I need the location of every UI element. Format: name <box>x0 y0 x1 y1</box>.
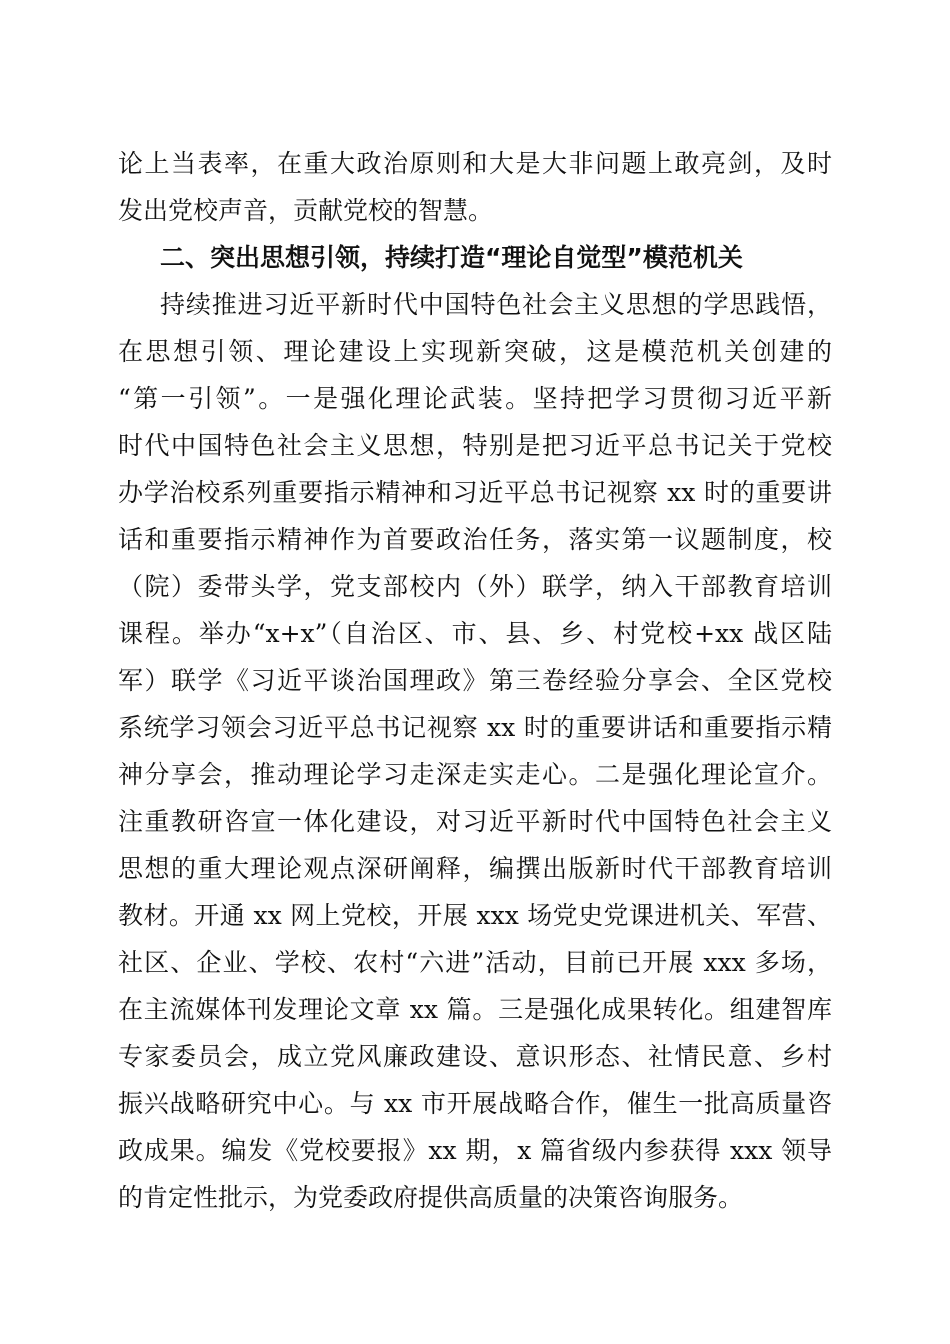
text-line: “第一引领”。一是强化理论武装。坚持把学习贯彻习近平新 <box>118 384 832 413</box>
text-line: 在思想引领、理论建设上实现新突破，这是模范机关创建的 <box>118 337 832 366</box>
text-line: 时代中国特色社会主义思想，特别是把习近平总书记关于党校 <box>118 431 832 460</box>
text-line: 思想的重大理论观点深研阐释，编撰出版新时代干部教育培训 <box>118 854 832 883</box>
text-line: 话和重要指示精神作为首要政治任务，落实第一议题制度，校 <box>118 525 832 554</box>
text-line: 军）联学《习近平谈治国理政》第三卷经验分享会、全区党校 <box>118 666 832 695</box>
text-line: 课程。举办“x+x”（自治区、市、县、乡、村党校+xx 战区陆 <box>118 619 832 648</box>
text-line: 论上当表率，在重大政治原则和大是大非问题上敢亮剑，及时 <box>118 149 832 178</box>
document-page <box>118 140 832 1221</box>
text-line: 发出党校声音，贡献党校的智慧。 <box>118 196 494 225</box>
text-line: 神分享会，推动理论学习走深走实走心。二是强化理论宣介。 <box>118 760 832 789</box>
text-line: 教材。开通 xx 网上党校，开展 xxx 场党史党课进机关、军营、 <box>118 901 832 930</box>
text-line: 系统学习领会习近平总书记视察 xx 时的重要讲话和重要指示精 <box>118 713 832 742</box>
text-line: 专家委员会，成立党风廉政建设、意识形态、社情民意、乡村 <box>118 1042 832 1071</box>
text-line: 持续推进习近平新时代中国特色社会主义思想的学思践悟， <box>160 290 832 319</box>
text-line: （院）委带头学，党支部校内（外）联学，纳入干部教育培训 <box>118 572 832 601</box>
section-heading: 二、突出思想引领，持续打造“理论自觉型”模范机关 <box>160 243 743 272</box>
text-line: 注重教研咨宣一体化建设，对习近平新时代中国特色社会主义 <box>118 807 832 836</box>
text-line: 政成果。编发《党校要报》xx 期，x 篇省级内参获得 xxx 领导 <box>118 1136 832 1165</box>
text-line: 社区、企业、学校、农村“六进”活动，目前已开展 xxx 多场， <box>118 948 832 977</box>
text-line: 在主流媒体刊发理论文章 xx 篇。三是强化成果转化。组建智库 <box>118 995 832 1024</box>
text-line: 振兴战略研究中心。与 xx 市开展战略合作，催生一批高质量咨 <box>118 1089 832 1118</box>
text-line: 的肯定性批示，为党委政府提供高质量的决策咨询服务。 <box>118 1183 744 1212</box>
text-line: 办学治校系列重要指示精神和习近平总书记视察 xx 时的重要讲 <box>118 478 832 507</box>
